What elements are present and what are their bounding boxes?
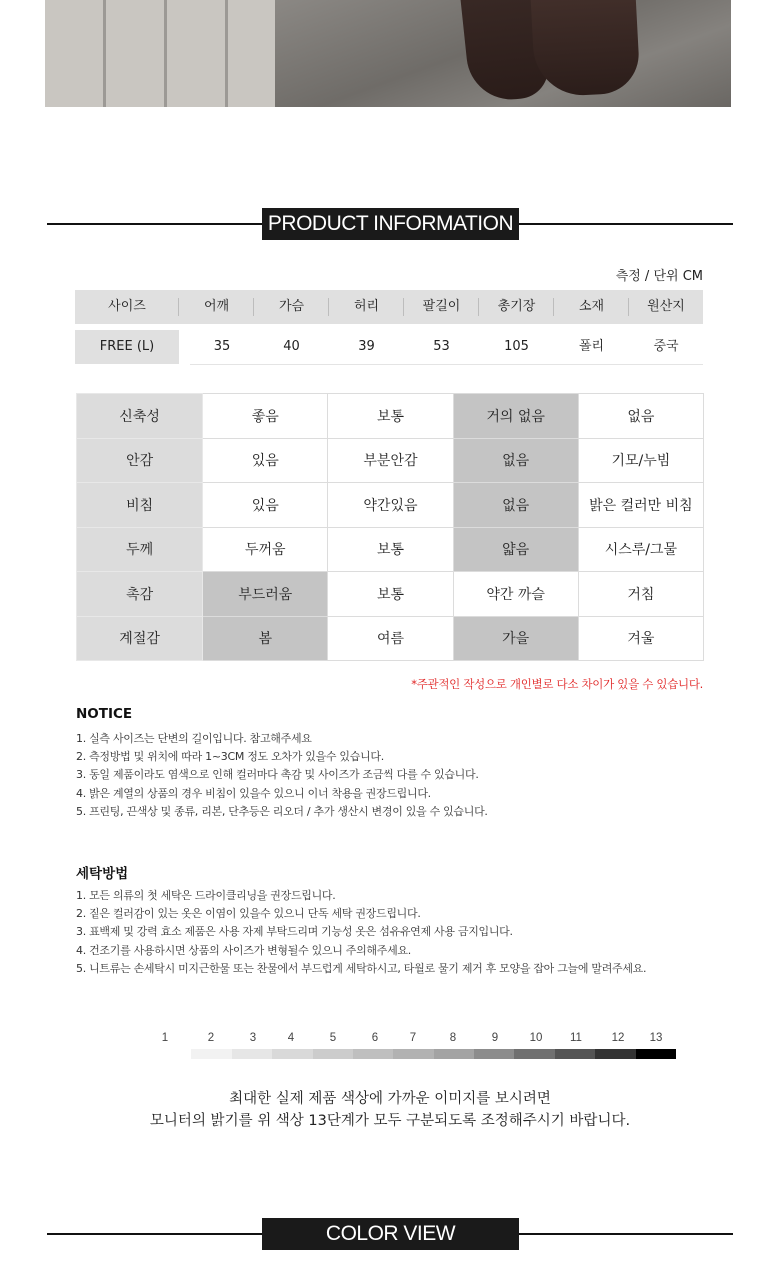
scale-swatch (313, 1049, 354, 1059)
washing-list (76, 887, 646, 978)
feature-option: 보통 (328, 572, 453, 617)
scale-step-number: 12 (611, 1032, 625, 1044)
size-header-cell: 소재 (554, 290, 629, 324)
feature-row (77, 438, 704, 483)
scale-swatch (595, 1049, 636, 1059)
feature-option: 두꺼움 (203, 527, 328, 572)
scale-step-number: 5 (329, 1032, 337, 1044)
washing-item: 1. 모든 의류의 첫 세탁은 드라이클리닝을 권장드립니다. (76, 889, 336, 902)
feature-option: 보통 (328, 394, 453, 439)
color-view-header (47, 1218, 733, 1250)
feature-label: 계절감 (77, 616, 203, 661)
feature-option: 있음 (203, 483, 328, 528)
size-value-cell: 105 (504, 339, 529, 354)
notice-list (76, 730, 488, 821)
scale-swatch (272, 1049, 313, 1059)
washing-item: 3. 표백제 및 강력 효소 제품은 사용 자제 부탁드리며 기능성 옷은 섬유유연제 사용 금지입니다. (76, 925, 513, 939)
size-value-cell: 폴리 (578, 339, 605, 354)
unit-note: 측정 / 단위 CM (615, 269, 703, 284)
scale-step-number: 11 (570, 1032, 582, 1044)
feature-row (77, 394, 704, 439)
feature-option-selected: 얇음 (453, 527, 578, 572)
brightness-scale-numbers (0, 1032, 780, 1046)
scale-swatch (151, 1049, 192, 1059)
scale-swatch (191, 1049, 232, 1059)
feature-option-selected: 없음 (453, 438, 578, 483)
feature-grid (76, 393, 704, 661)
feature-label: 촉감 (77, 572, 203, 617)
scale-step-number: 7 (409, 1032, 417, 1044)
feature-option: 있음 (203, 438, 328, 483)
notice-item: 2. 측정방법 및 위치에 따라 1~3CM 정도 오차가 있을수 있습니다. (76, 750, 384, 764)
caption-line-2: 모니터의 밝기를 위 색상 13단계가 모두 구분되도록 조정해주시기 바랍니다. (149, 1113, 631, 1129)
feature-option: 여름 (328, 616, 453, 661)
size-value-cell: 중국 (653, 339, 679, 354)
size-header-cell: 원산지 (647, 299, 685, 314)
feature-option: 없음 (578, 394, 703, 439)
feature-option: 시스루/그물 (578, 527, 703, 572)
scale-swatch (474, 1049, 515, 1059)
photo-wall (45, 0, 295, 107)
section-title: COLOR VIEW (262, 1218, 519, 1250)
scale-step-number: 8 (449, 1032, 457, 1044)
scale-step-number: 2 (207, 1032, 215, 1044)
scale-step-number: 3 (249, 1032, 257, 1044)
feature-row (77, 483, 704, 528)
scale-swatch (555, 1049, 596, 1059)
scale-swatch (232, 1049, 273, 1059)
size-row-divider (190, 364, 703, 365)
feature-option-selected: 없음 (453, 483, 578, 528)
feature-option-selected: 거의 없음 (453, 394, 578, 439)
caption-line-1: 최대한 실제 제품 색상에 가까운 이미지를 보시려면 (229, 1091, 551, 1107)
size-table-header (75, 290, 703, 324)
scale-swatch (434, 1049, 475, 1059)
size-value-cell: 39 (358, 339, 375, 354)
feature-option: 약간 까슬 (453, 572, 578, 617)
scale-swatch (514, 1049, 555, 1059)
washing-item: 2. 짙은 컬러감이 있는 옷은 이염이 있을수 있으니 단독 세탁 권장드립니다. (76, 907, 421, 921)
size-header-cell: 허리 (329, 290, 404, 324)
notice-title: NOTICE (76, 706, 133, 722)
feature-option-selected: 부드러움 (203, 572, 328, 617)
feature-option: 거침 (578, 572, 703, 617)
scale-step-number: 13 (649, 1032, 663, 1044)
feature-label: 신축성 (77, 394, 203, 439)
notice-item: 1. 실측 사이즈는 단변의 길이입니다. 참고해주세요 (76, 732, 312, 745)
product-photo (45, 0, 731, 107)
feature-label: 비침 (77, 483, 203, 528)
feature-option: 겨울 (578, 616, 703, 661)
scale-step-number: 9 (491, 1032, 499, 1044)
feature-label: 두께 (77, 527, 203, 572)
scale-swatch (636, 1049, 677, 1059)
size-value-cell: 53 (433, 339, 450, 354)
feature-label: 안감 (77, 438, 203, 483)
feature-row (77, 527, 704, 572)
size-header-cell: 어깨 (179, 290, 254, 324)
feature-option: 밝은 컬러만 비침 (578, 483, 703, 528)
feature-option: 약간있음 (328, 483, 453, 528)
size-header-cell: 사이즈 (75, 290, 179, 324)
feature-option-selected: 가을 (453, 616, 578, 661)
washing-item: 5. 니트류는 손세탁시 미지근한물 또는 찬물에서 부드럽게 세탁하시고, 타월로 물기 제거 후 모양을 잡아 그늘에 말려주세요. (76, 961, 647, 975)
washing-item: 4. 건조기를 사용하시면 상품의 사이즈가 변형될수 있으니 주의해주세요. (76, 943, 411, 957)
feature-option: 좋음 (203, 394, 328, 439)
scale-swatch (393, 1049, 434, 1059)
scale-step-number: 4 (287, 1032, 295, 1044)
size-value-cell: 35 (213, 339, 231, 354)
product-info-header (47, 208, 733, 240)
notice-item: 3. 동일 제품이라도 염색으로 인해 컬러마다 촉감 및 사이즈가 조금씩 다를 수 있습니다. (76, 768, 479, 782)
scale-step-number: 10 (529, 1032, 543, 1044)
notice-item: 4. 밝은 계열의 상품의 경우 비침이 있을수 있으니 이너 착용을 권장드립니다. (76, 786, 431, 800)
feature-option: 부분안감 (328, 438, 453, 483)
feature-row (77, 616, 704, 661)
scale-swatch (353, 1049, 394, 1059)
notice-item: 5. 프린팅, 끈색상 및 종류, 리본, 단추등은 리오더 / 추가 생산시 변경이 있을 수 있습니다. (76, 804, 488, 818)
disclaimer: *주관적인 작성으로 개인별로 다소 차이가 있을 수 있습니다. (411, 677, 703, 691)
section-title: PRODUCT INFORMATION (262, 208, 519, 240)
washing-title: 세탁방법 (76, 866, 129, 882)
scale-step-number: 1 (161, 1032, 169, 1044)
size-header-cell: 팔길이 (404, 290, 479, 324)
size-header-cell: 가슴 (254, 290, 329, 324)
size-value-cell: 40 (283, 339, 300, 354)
feature-option-selected: 봄 (203, 616, 328, 661)
feature-option: 보통 (328, 527, 453, 572)
size-table-row (75, 330, 703, 364)
feature-row (77, 572, 704, 617)
feature-option: 기모/누빔 (578, 438, 703, 483)
size-label-cell: FREE (L) (75, 330, 179, 364)
scale-step-number: 6 (371, 1032, 379, 1044)
size-header-cell: 총기장 (479, 290, 554, 324)
